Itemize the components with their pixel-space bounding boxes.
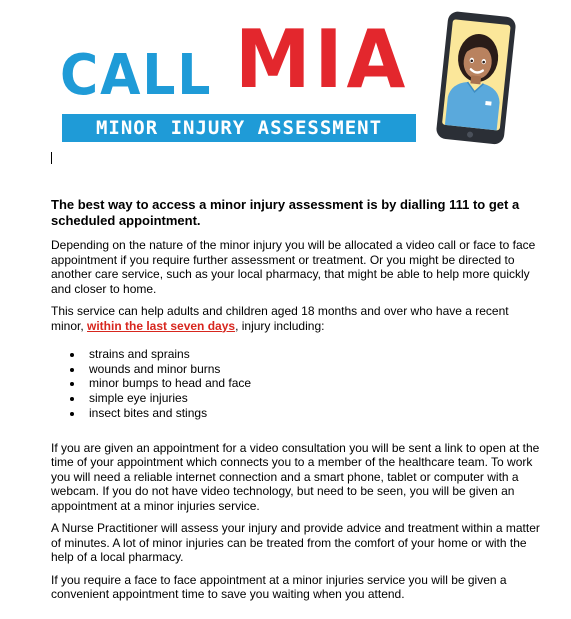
paragraph-allocation: Depending on the nature of the minor injury you will be allocated a video call or face to face appointment if you require further assessment or treatment. Or you might be directed to another care service, such as your local pharmacy, that might be able to help more quickly and closer to home. (51, 238, 536, 296)
call-mia-logo (60, 13, 420, 146)
list-item: strains and sprains (51, 347, 541, 362)
highlight-within-seven-days: within the last seven days (87, 318, 236, 333)
paragraph-eligibility (51, 304, 541, 333)
list-item: simple eye injuries (51, 391, 541, 406)
eligibility-text-start: This service can help adults and children aged 18 months and over who have a recent minor, (51, 304, 509, 333)
injury-list (51, 347, 541, 421)
list-item: minor bumps to head and face (51, 376, 541, 391)
paragraph-video-consultation: If you are given an appointment for a video consultation you will be sent a link to open at the time of your appointment which connects you to a member of the healthcare team. To work you will need a reliable internet connection and a smart phone, tablet or computer with a webcam. If you do not have video technology, but need to be seen, you will be given an appointment at a minor injuries service. (51, 440, 540, 513)
list-item: wounds and minor burns (51, 362, 541, 377)
lead-paragraph: The best way to access a minor injury assessment is by dialling 111 to get a scheduled appointment. (51, 197, 520, 228)
paragraph-nurse-practitioner: A Nurse Practitioner will assess your injury and provide advice and treatment within a matter of minutes. A lot of minor injuries can be treated from the comfort of your home or with the help of a local pharmacy. (51, 521, 540, 565)
phone-with-nurse-icon (436, 10, 518, 146)
list-item: insect bites and stings (51, 406, 541, 421)
paragraph-face-to-face: If you require a face to face appointment at a minor injuries service you will be given a convenient appointment time to save you waiting when you attend. (51, 572, 507, 602)
logo-call-text: CALL (60, 43, 213, 108)
text-cursor (51, 152, 52, 164)
logo-banner: MINOR INJURY ASSESSMENT (62, 114, 416, 142)
logo-mia-text: MIA (235, 13, 410, 106)
document-body (51, 197, 541, 610)
eligibility-text-end: , injury including: (235, 318, 325, 333)
